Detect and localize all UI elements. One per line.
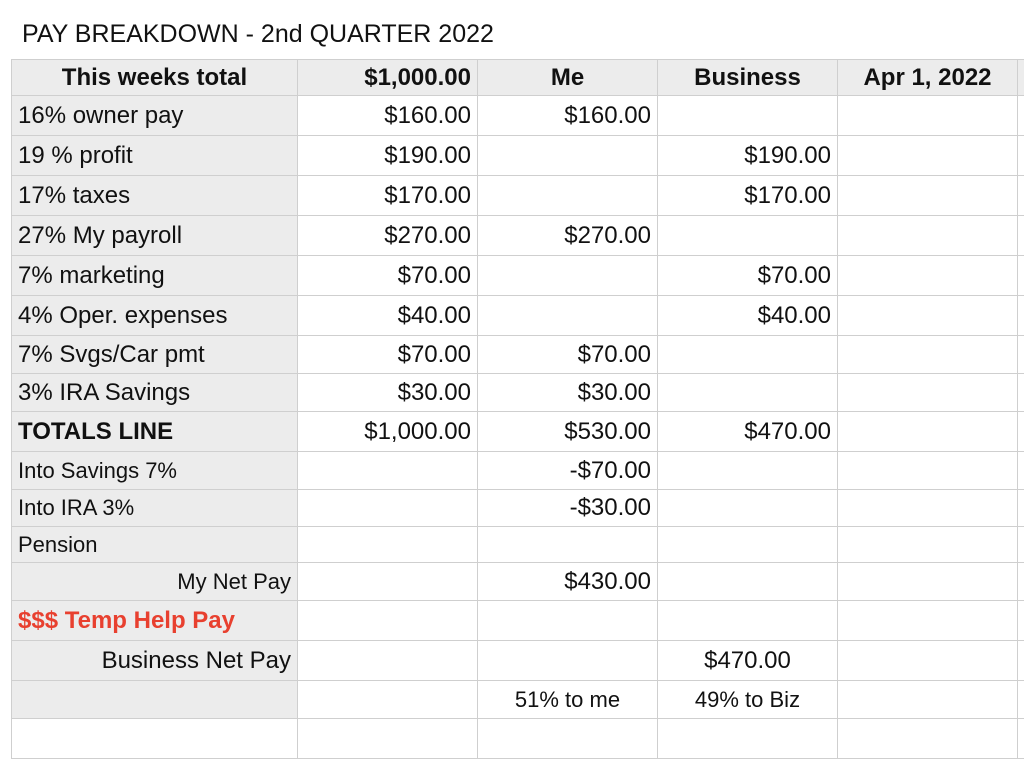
- row-business-cell[interactable]: $170.00: [658, 176, 838, 216]
- header-date-cell[interactable]: Apr 1, 2022: [838, 60, 1018, 96]
- header-business-cell[interactable]: Business: [658, 60, 838, 96]
- table-row: [12, 374, 1024, 412]
- row-business-cell[interactable]: $70.00: [658, 256, 838, 296]
- blank-cell[interactable]: [838, 719, 1018, 759]
- row-me-cell[interactable]: $270.00: [478, 216, 658, 256]
- business-net-extra-cell[interactable]: [1018, 641, 1024, 681]
- totals-row: [12, 412, 1024, 452]
- business-net-date-cell[interactable]: [838, 641, 1018, 681]
- row-business-cell[interactable]: [658, 374, 838, 412]
- row-date-cell[interactable]: [838, 336, 1018, 374]
- row-extra-cell[interactable]: [1018, 336, 1024, 374]
- net-pay-business-cell[interactable]: [658, 563, 838, 601]
- row-extra-cell[interactable]: [1018, 176, 1024, 216]
- row-me-cell[interactable]: [478, 296, 658, 336]
- row-total-cell[interactable]: $70.00: [298, 256, 478, 296]
- row-me-cell[interactable]: [478, 136, 658, 176]
- row-date-cell[interactable]: [838, 136, 1018, 176]
- split-row: [12, 681, 1024, 719]
- deduction-label-cell[interactable]: Into Savings 7%: [12, 452, 298, 490]
- row-date-cell[interactable]: [838, 374, 1018, 412]
- deduction-date-cell[interactable]: [838, 490, 1018, 527]
- table-row: [12, 216, 1024, 256]
- temp-help-date-cell[interactable]: [838, 601, 1018, 641]
- header-extra-cell[interactable]: [1018, 60, 1024, 96]
- temp-help-me-cell[interactable]: [478, 601, 658, 641]
- temp-help-row: [12, 601, 1024, 641]
- row-label-cell[interactable]: 7% Svgs/Car pmt: [12, 336, 298, 374]
- deduction-total-cell[interactable]: [298, 527, 478, 563]
- row-extra-cell[interactable]: [1018, 96, 1024, 136]
- row-extra-cell[interactable]: [1018, 374, 1024, 412]
- row-total-cell[interactable]: $190.00: [298, 136, 478, 176]
- row-total-cell[interactable]: $40.00: [298, 296, 478, 336]
- header-row: [12, 60, 1024, 96]
- deduction-total-cell[interactable]: [298, 452, 478, 490]
- split-date-cell[interactable]: [838, 681, 1018, 719]
- row-business-cell[interactable]: [658, 96, 838, 136]
- business-net-business-cell[interactable]: $470.00: [658, 641, 838, 681]
- deduction-me-cell[interactable]: -$70.00: [478, 452, 658, 490]
- table-row: [12, 256, 1024, 296]
- deduction-business-cell[interactable]: [658, 490, 838, 527]
- row-me-cell[interactable]: $70.00: [478, 336, 658, 374]
- row-extra-cell[interactable]: [1018, 136, 1024, 176]
- row-label-cell[interactable]: 19 % profit: [12, 136, 298, 176]
- split-extra-cell[interactable]: [1018, 681, 1024, 719]
- row-date-cell[interactable]: [838, 296, 1018, 336]
- row-label-cell[interactable]: 7% marketing: [12, 256, 298, 296]
- blank-cell[interactable]: [12, 719, 298, 759]
- deduction-extra-cell[interactable]: [1018, 527, 1024, 563]
- row-extra-cell[interactable]: [1018, 216, 1024, 256]
- temp-help-extra-cell[interactable]: [1018, 601, 1024, 641]
- row-me-cell[interactable]: $30.00: [478, 374, 658, 412]
- row-date-cell[interactable]: [838, 176, 1018, 216]
- net-pay-extra-cell[interactable]: [1018, 563, 1024, 601]
- blank-row: [12, 719, 1024, 759]
- row-label-cell[interactable]: 4% Oper. expenses: [12, 296, 298, 336]
- row-date-cell[interactable]: [838, 216, 1018, 256]
- row-business-cell[interactable]: [658, 336, 838, 374]
- split-business-cell[interactable]: 49% to Biz: [658, 681, 838, 719]
- deduction-extra-cell[interactable]: [1018, 452, 1024, 490]
- net-pay-date-cell[interactable]: [838, 563, 1018, 601]
- header-total-cell[interactable]: $1,000.00: [298, 60, 478, 96]
- totals-extra-cell[interactable]: [1018, 412, 1024, 452]
- blank-cell[interactable]: [658, 719, 838, 759]
- table-row: [12, 336, 1024, 374]
- deduction-total-cell[interactable]: [298, 490, 478, 527]
- row-label-cell[interactable]: 27% My payroll: [12, 216, 298, 256]
- deduction-business-cell[interactable]: [658, 527, 838, 563]
- row-label-cell[interactable]: 3% IRA Savings: [12, 374, 298, 412]
- table-row: [12, 96, 1024, 136]
- deduction-row: [12, 452, 1024, 490]
- row-date-cell[interactable]: [838, 256, 1018, 296]
- row-date-cell[interactable]: [838, 96, 1018, 136]
- row-total-cell[interactable]: $270.00: [298, 216, 478, 256]
- deduction-row: [12, 527, 1024, 563]
- totals-total-cell[interactable]: $1,000.00: [298, 412, 478, 452]
- split-me-cell[interactable]: 51% to me: [478, 681, 658, 719]
- table-row: [12, 176, 1024, 216]
- table-row: [12, 296, 1024, 336]
- row-business-cell[interactable]: [658, 216, 838, 256]
- net-pay-label-cell[interactable]: My Net Pay: [12, 563, 298, 601]
- deduction-business-cell[interactable]: [658, 452, 838, 490]
- row-label-cell[interactable]: 16% owner pay: [12, 96, 298, 136]
- header-label-cell[interactable]: This weeks total: [12, 60, 298, 96]
- row-total-cell[interactable]: $30.00: [298, 374, 478, 412]
- totals-label-cell[interactable]: TOTALS LINE: [12, 412, 298, 452]
- business-net-label-cell[interactable]: Business Net Pay: [12, 641, 298, 681]
- business-net-me-cell[interactable]: [478, 641, 658, 681]
- totals-date-cell[interactable]: [838, 412, 1018, 452]
- row-extra-cell[interactable]: [1018, 256, 1024, 296]
- deduction-date-cell[interactable]: [838, 452, 1018, 490]
- header-me-cell[interactable]: Me: [478, 60, 658, 96]
- row-total-cell[interactable]: $160.00: [298, 96, 478, 136]
- row-total-cell[interactable]: $70.00: [298, 336, 478, 374]
- totals-me-cell[interactable]: $530.00: [478, 412, 658, 452]
- blank-cell[interactable]: [478, 719, 658, 759]
- row-label-cell[interactable]: 17% taxes: [12, 176, 298, 216]
- temp-help-label-cell[interactable]: $$$ Temp Help Pay: [12, 601, 298, 641]
- blank-cell[interactable]: [1018, 719, 1024, 759]
- row-business-cell[interactable]: $40.00: [658, 296, 838, 336]
- blank-cell[interactable]: [298, 719, 478, 759]
- sheet-title: PAY BREAKDOWN - 2nd QUARTER 2022: [22, 19, 494, 49]
- split-label-cell[interactable]: [12, 681, 298, 719]
- row-extra-cell[interactable]: [1018, 296, 1024, 336]
- row-total-cell[interactable]: $170.00: [298, 176, 478, 216]
- deduction-row: [12, 490, 1024, 527]
- deduction-label-cell[interactable]: Into IRA 3%: [12, 490, 298, 527]
- deduction-extra-cell[interactable]: [1018, 490, 1024, 527]
- pay-breakdown-table: [11, 59, 1024, 759]
- row-me-cell[interactable]: $160.00: [478, 96, 658, 136]
- net-pay-total-cell[interactable]: [298, 563, 478, 601]
- table-row: [12, 136, 1024, 176]
- row-me-cell[interactable]: [478, 176, 658, 216]
- deduction-me-cell[interactable]: -$30.00: [478, 490, 658, 527]
- deduction-me-cell[interactable]: [478, 527, 658, 563]
- business-net-row: [12, 641, 1024, 681]
- totals-business-cell[interactable]: $470.00: [658, 412, 838, 452]
- deduction-date-cell[interactable]: [838, 527, 1018, 563]
- deduction-label-cell[interactable]: Pension: [12, 527, 298, 563]
- net-pay-me-cell[interactable]: $430.00: [478, 563, 658, 601]
- temp-help-total-cell[interactable]: [298, 601, 478, 641]
- net-pay-row: [12, 563, 1024, 601]
- business-net-total-cell[interactable]: [298, 641, 478, 681]
- row-business-cell[interactable]: $190.00: [658, 136, 838, 176]
- row-me-cell[interactable]: [478, 256, 658, 296]
- split-total-cell[interactable]: [298, 681, 478, 719]
- temp-help-business-cell[interactable]: [658, 601, 838, 641]
